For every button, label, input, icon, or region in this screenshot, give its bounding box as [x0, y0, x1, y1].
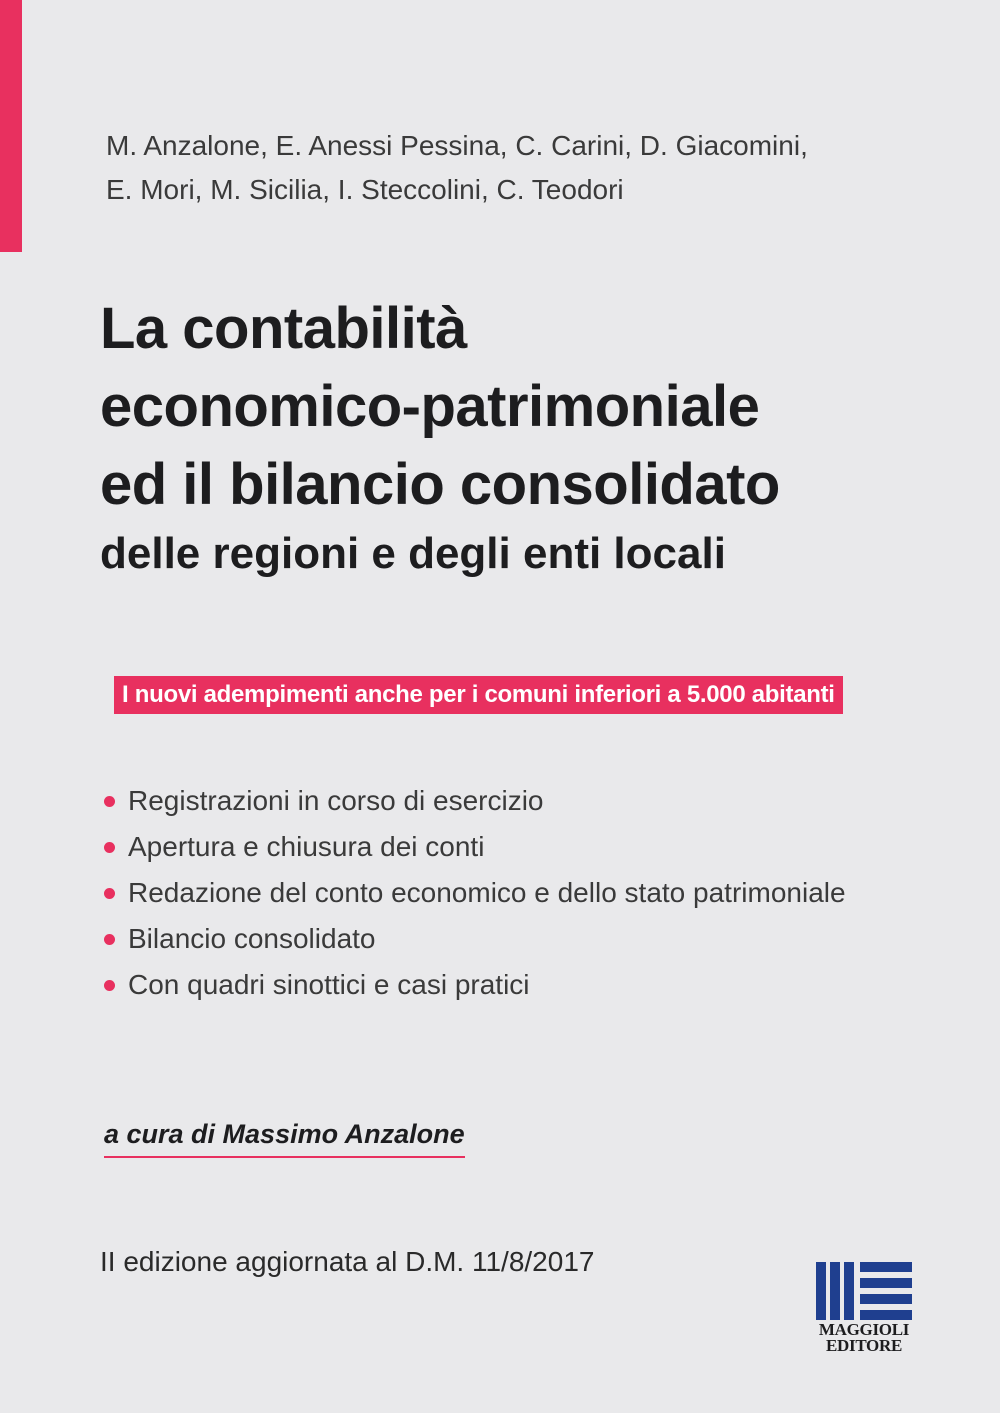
bullet-dot-icon: [104, 842, 115, 853]
list-item: [104, 870, 846, 916]
highlight-banner: I nuovi adempimenti anche per i comuni inferiori a 5.000 abitanti: [114, 676, 843, 714]
authors-line-1: M. Anzalone, E. Anessi Pessina, C. Carini, D. Giacomini,: [106, 130, 808, 161]
title-line-2: economico-patrimoniale: [100, 374, 760, 439]
bullet-dot-icon: [104, 934, 115, 945]
publisher-line-1: MAGGIOLI: [818, 1320, 910, 1339]
accent-bar: [0, 0, 22, 252]
curator: a cura di Massimo Anzalone: [104, 1116, 465, 1158]
list-item-label: Redazione del conto economico e dello stato patrimoniale: [128, 877, 846, 908]
publisher-name: [814, 1322, 914, 1354]
list-item-label: Registrazioni in corso di esercizio: [128, 785, 544, 816]
title-line-3: ed il bilancio consolidato: [100, 452, 780, 517]
list-item: [104, 778, 846, 824]
book-title: [100, 290, 980, 586]
authors-line-2: E. Mori, M. Sicilia, I. Steccolini, C. Teodori: [106, 174, 624, 205]
publisher-line-2: EDITORE: [825, 1336, 902, 1355]
list-item-label: Bilancio consolidato: [128, 923, 376, 954]
maggioli-logo-icon: [814, 1262, 914, 1322]
list-item-label: Apertura e chiusura dei conti: [128, 831, 485, 862]
bullet-dot-icon: [104, 888, 115, 899]
list-item-label: Con quadri sinottici e casi pratici: [128, 969, 530, 1000]
authors: [106, 124, 926, 212]
title-line-1: La contabilità: [100, 296, 467, 361]
list-item: [104, 962, 846, 1008]
feature-list: [104, 778, 846, 1008]
edition-note: II edizione aggiornata al D.M. 11/8/2017: [100, 1246, 595, 1277]
bullet-dot-icon: [104, 980, 115, 991]
publisher-logo: [814, 1262, 914, 1354]
list-item: [104, 824, 846, 870]
bullet-dot-icon: [104, 796, 115, 807]
list-item: [104, 916, 846, 962]
title-subtitle: delle regioni e degli enti locali: [100, 529, 726, 578]
